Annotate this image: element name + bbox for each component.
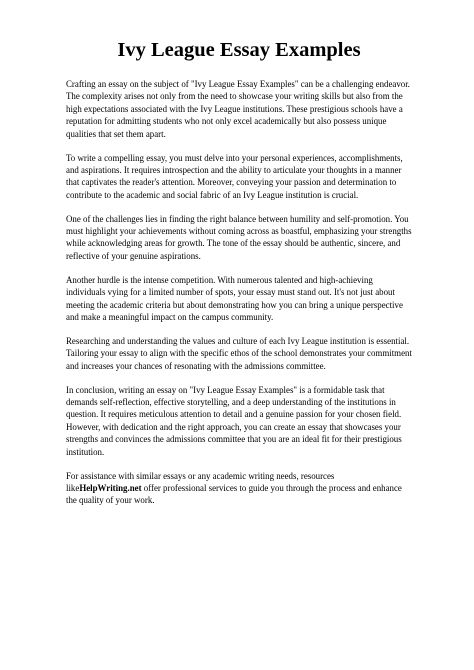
closing-text-before-link: For assistance with similar essays or any academic writing needs, resources like xyxy=(66,470,335,493)
document-title: Ivy League Essay Examples xyxy=(117,39,361,61)
paragraph-research: Researching and understanding the values and culture of each Ivy League institution is essential. Tailoring your essay to align with the specific ethos of the school demonstrates your commitment and increases your chances of resonating with the admissions committee. xyxy=(66,335,412,371)
closing-text-after-link: offer professional services to guide you through the process and enhance the quality of your work. xyxy=(66,482,402,506)
paragraph-compelling-essay: To write a compelling essay, you must delve into your personal experiences, accomplishments, and aspirations. It requires introspection and the ability to articulate your thoughts in a manner that captivates the reader's attention. Moreover, conveying your passion and determination to contribute to the academic and social fabric of an Ivy League institution is crucial. xyxy=(66,152,403,200)
paragraph-conclusion: In conclusion, writing an essay on "Ivy League Essay Examples" is a formidable task that demands self-reflection, effective storytelling, and a deep understanding of the institutions in question. It requires meticulous attention to detail and a genuine passion for your chosen field. However, with dedication and the right approach, you can create an essay that showcases your strengths and convinces the admissions committee that you are an ideal fit for their prestigious institution. xyxy=(66,384,402,457)
paragraph-closing xyxy=(66,470,412,507)
paragraph-intro: Crafting an essay on the subject of "Ivy League Essay Examples" can be a challenging endeavor. The complexity arises not only from the need to showcase your writing skills but also from the high expectations associated with the Ivy League institutions. These prestigious schools have a reputation for admitting students who not only excel academically but also possess unique qualities that set them apart. xyxy=(66,79,410,139)
helpwriting-link[interactable]: HelpWriting.net xyxy=(79,482,142,493)
paragraph-balance: One of the challenges lies in finding the right balance between humility and self-promotion. You must highlight your achievements without coming across as boastful, emphasizing your strengths while acknowledging areas for growth. The tone of the essay should be authentic, sincere, and reflective of your genuine aspirations. xyxy=(66,213,412,261)
paragraph-competition: Another hurdle is the intense competition. With numerous talented and high-achieving individuals vying for a limited number of spots, your essay must stand out. It's not just about meeting the academic criteria but about demonstrating how you can bring a unique perspective and make a meaningful impact on the campus community. xyxy=(66,274,403,322)
